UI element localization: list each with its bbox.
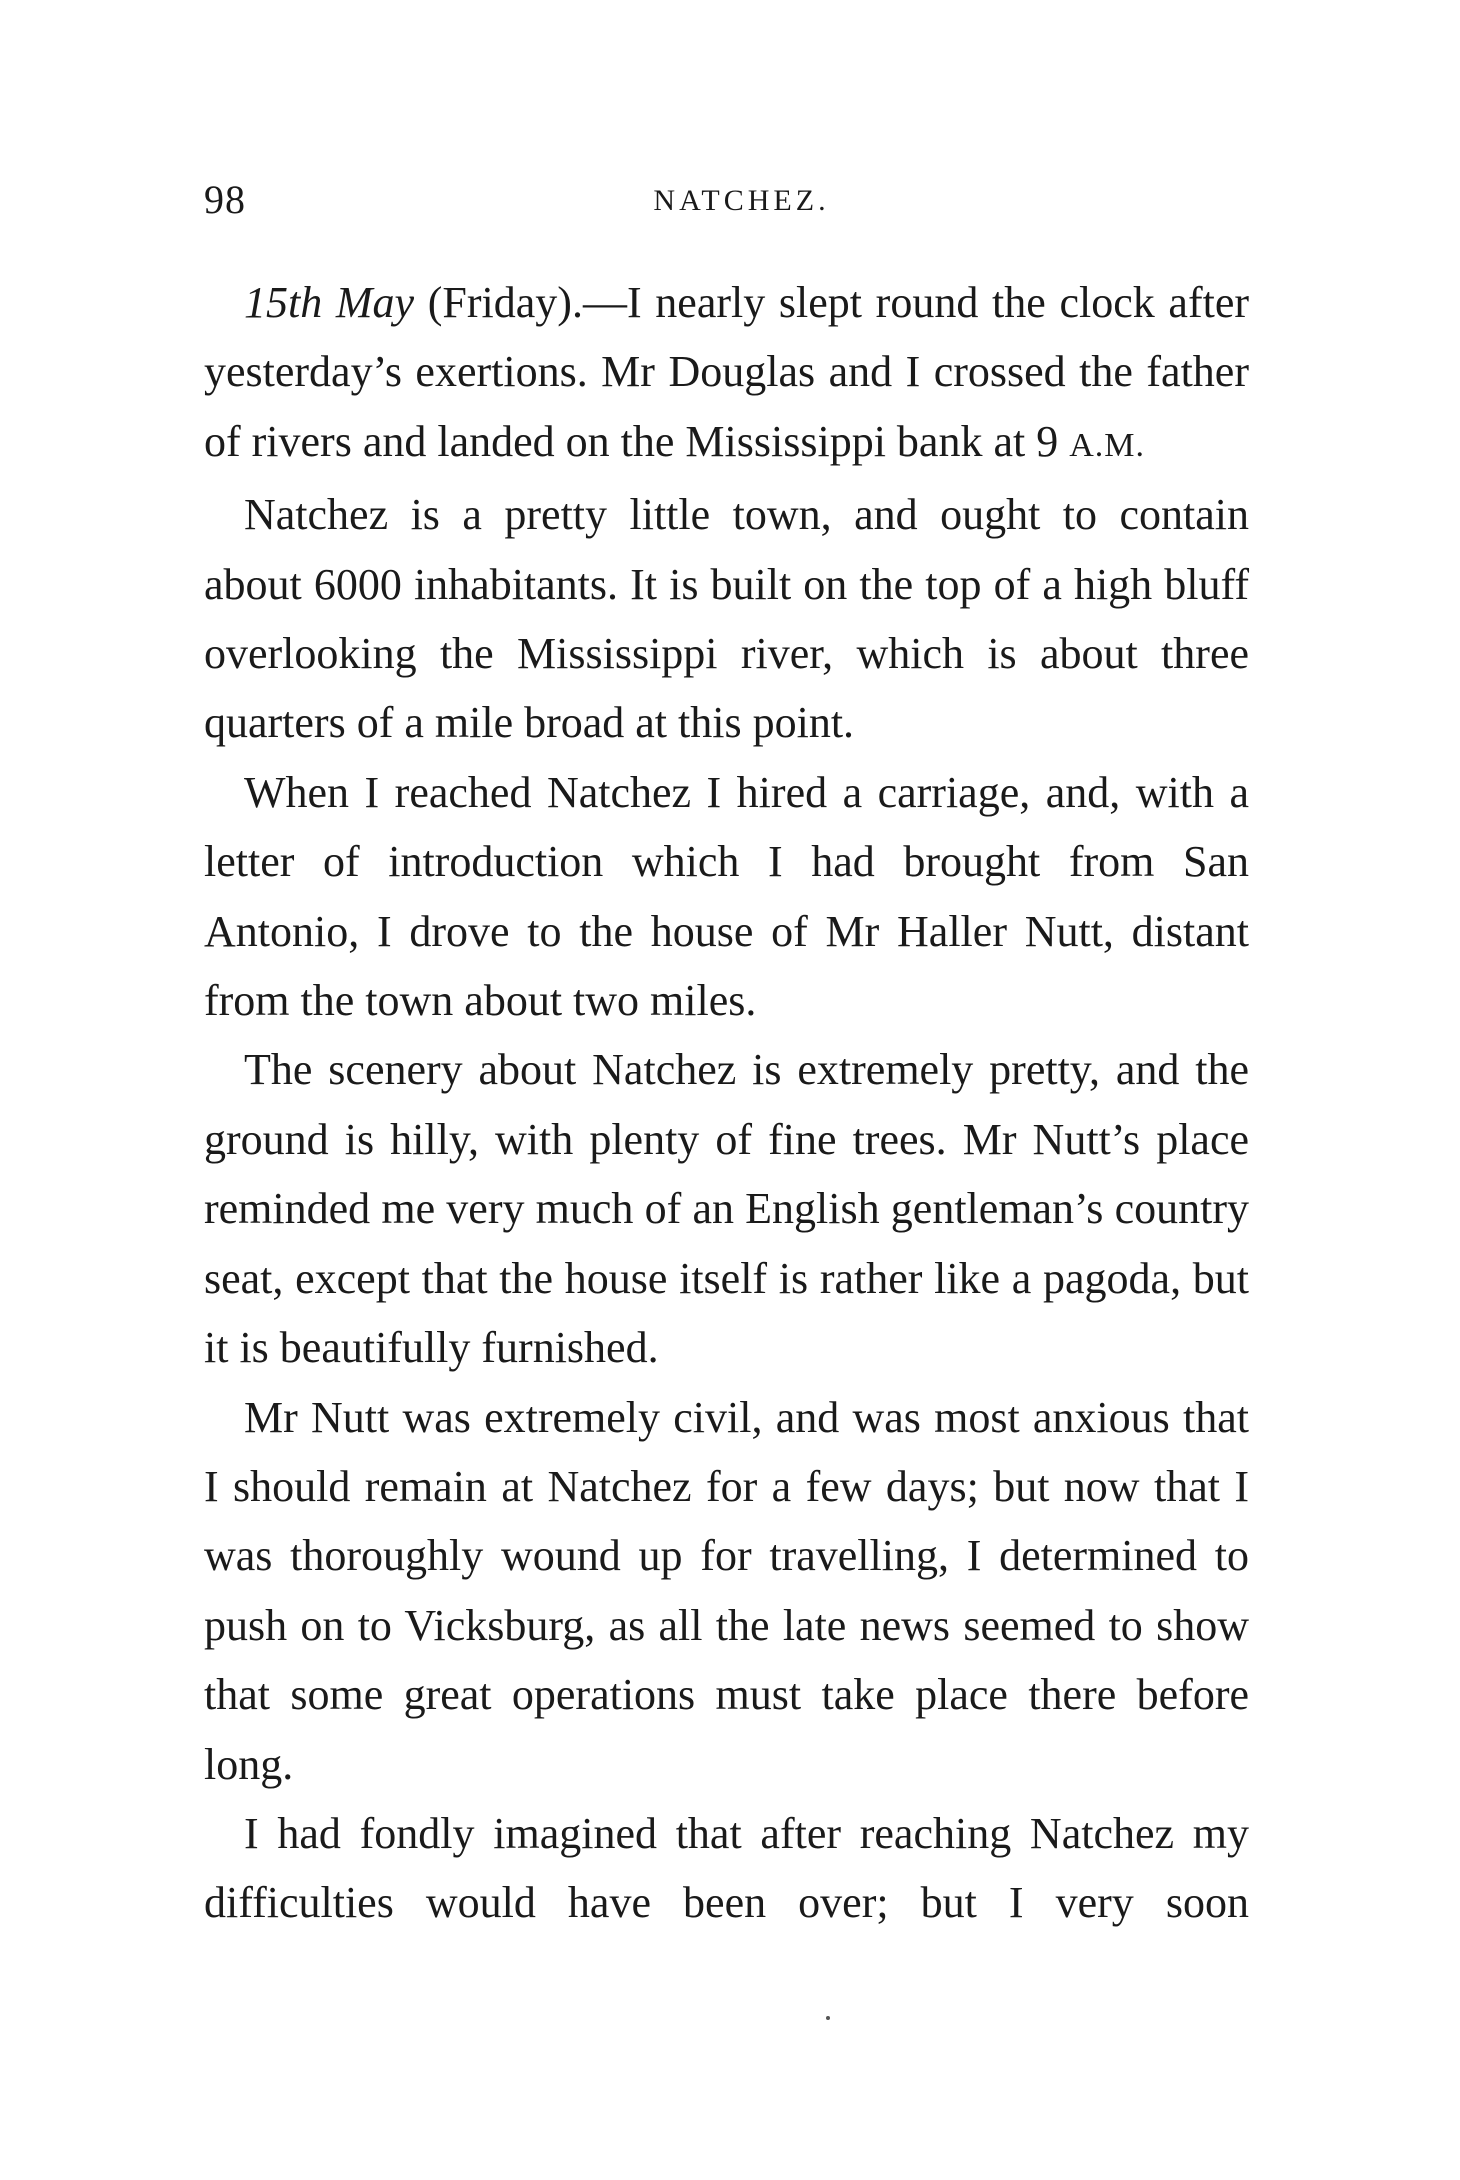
time-small-caps: A.M. — [1069, 426, 1145, 464]
printing-speck — [826, 2016, 830, 2020]
paragraph-1 — [204, 268, 1249, 480]
paragraph-5: Mr Nutt was extremely civil, and was most anxious that I should remain at Natchez for a few days; but now that I was thoroughly wound up for travelling, I determined to push on to Vicksburg, as all the late news seemed to show that some great operations must take place there before long. — [204, 1392, 1249, 1789]
paragraph-3: When I reached Natchez I hired a carriage, and, with a letter of introduction which I had brought from San Antonio, I drove to the house of Mr Haller Nutt, distant from the town about two miles. — [204, 767, 1249, 1026]
paragraph-4: The scenery about Natchez is extremely pretty, and the ground is hilly, with plenty of fine trees. Mr Nutt’s place reminded me very much of an English gentleman’s country seat, except that the house itself is rather like a pagoda, but it is beautifully furnished. — [204, 1045, 1249, 1373]
date-italic: 15th May — [244, 278, 415, 327]
page-number: 98 — [204, 177, 246, 222]
body-text — [204, 268, 1249, 1938]
running-head: NATCHEZ. — [653, 184, 830, 217]
paragraph-2: Natchez is a pretty little town, and ought to contain about 6000 inhabitants. It is built on the top of a high bluff overlooking the Mississippi river, which is about three quarters of a mile broad at this point. — [204, 490, 1249, 748]
page-header — [204, 176, 1249, 236]
paragraph-6: I had fondly imagined that after reaching Natchez my difficulties would have been over; but I very soon — [204, 1808, 1249, 1928]
paragraph-1-text: (Friday).—I nearly slept round the clock after yesterday’s exertions. Mr Douglas and I crossed the father of rivers and landed on the Mississippi bank at 9 — [204, 278, 1249, 466]
